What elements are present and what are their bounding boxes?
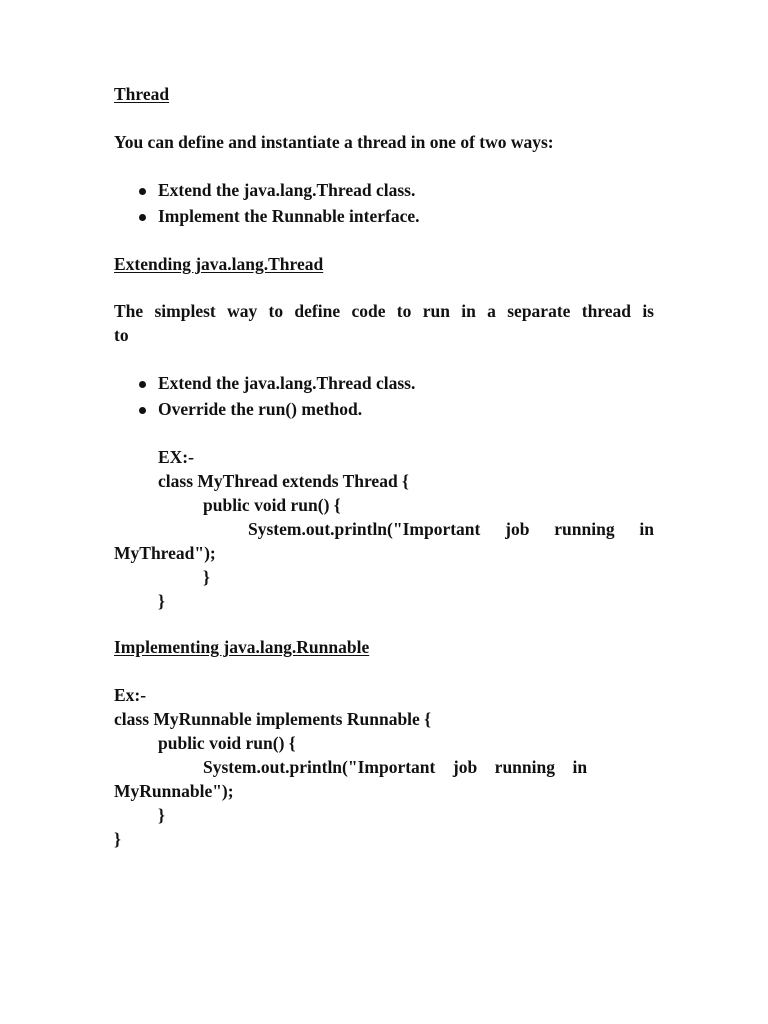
list-item xyxy=(114,204,420,228)
list-item xyxy=(114,371,416,395)
heading-implementing-runnable: Implementing java.lang.Runnable xyxy=(114,637,370,657)
code-line: MyThread"); xyxy=(114,543,216,563)
list-item xyxy=(114,397,363,421)
code-line: class MyThread extends Thread { xyxy=(158,471,409,491)
code-line: System.out.println("Important job running in xyxy=(203,757,588,777)
code-line: EX:- xyxy=(158,447,194,467)
code-line: System.out.println("Important job running in xyxy=(248,519,654,539)
bullet-icon xyxy=(139,214,146,221)
list-item-text: Implement the Runnable interface. xyxy=(158,206,420,226)
code-line: } xyxy=(158,591,165,611)
code-line: class MyRunnable implements Runnable { xyxy=(114,709,432,729)
extending-intro-line-1: The simplest way to define code to run in a separate thread is xyxy=(114,301,654,321)
code-line: public void run() { xyxy=(158,733,296,753)
list-item xyxy=(114,178,416,202)
extending-intro-line-2: to xyxy=(114,325,129,345)
code-line: MyRunnable"); xyxy=(114,781,234,801)
heading-extending-thread: Extending java.lang.Thread xyxy=(114,254,324,274)
list-item-text: Extend the java.lang.Thread class. xyxy=(158,180,416,200)
heading-thread: Thread xyxy=(114,84,170,104)
code-line: Ex:- xyxy=(114,685,147,705)
code-line: } xyxy=(203,567,210,587)
code-line: } xyxy=(114,829,121,849)
code-line: public void run() { xyxy=(203,495,341,515)
bullet-icon xyxy=(139,381,146,388)
thread-intro: You can define and instantiate a thread in one of two ways: xyxy=(114,132,554,152)
bullet-icon xyxy=(139,188,146,195)
list-item-text: Extend the java.lang.Thread class. xyxy=(158,373,416,393)
list-item-text: Override the run() method. xyxy=(158,399,363,419)
code-line: } xyxy=(158,805,165,825)
bullet-icon xyxy=(139,407,146,414)
